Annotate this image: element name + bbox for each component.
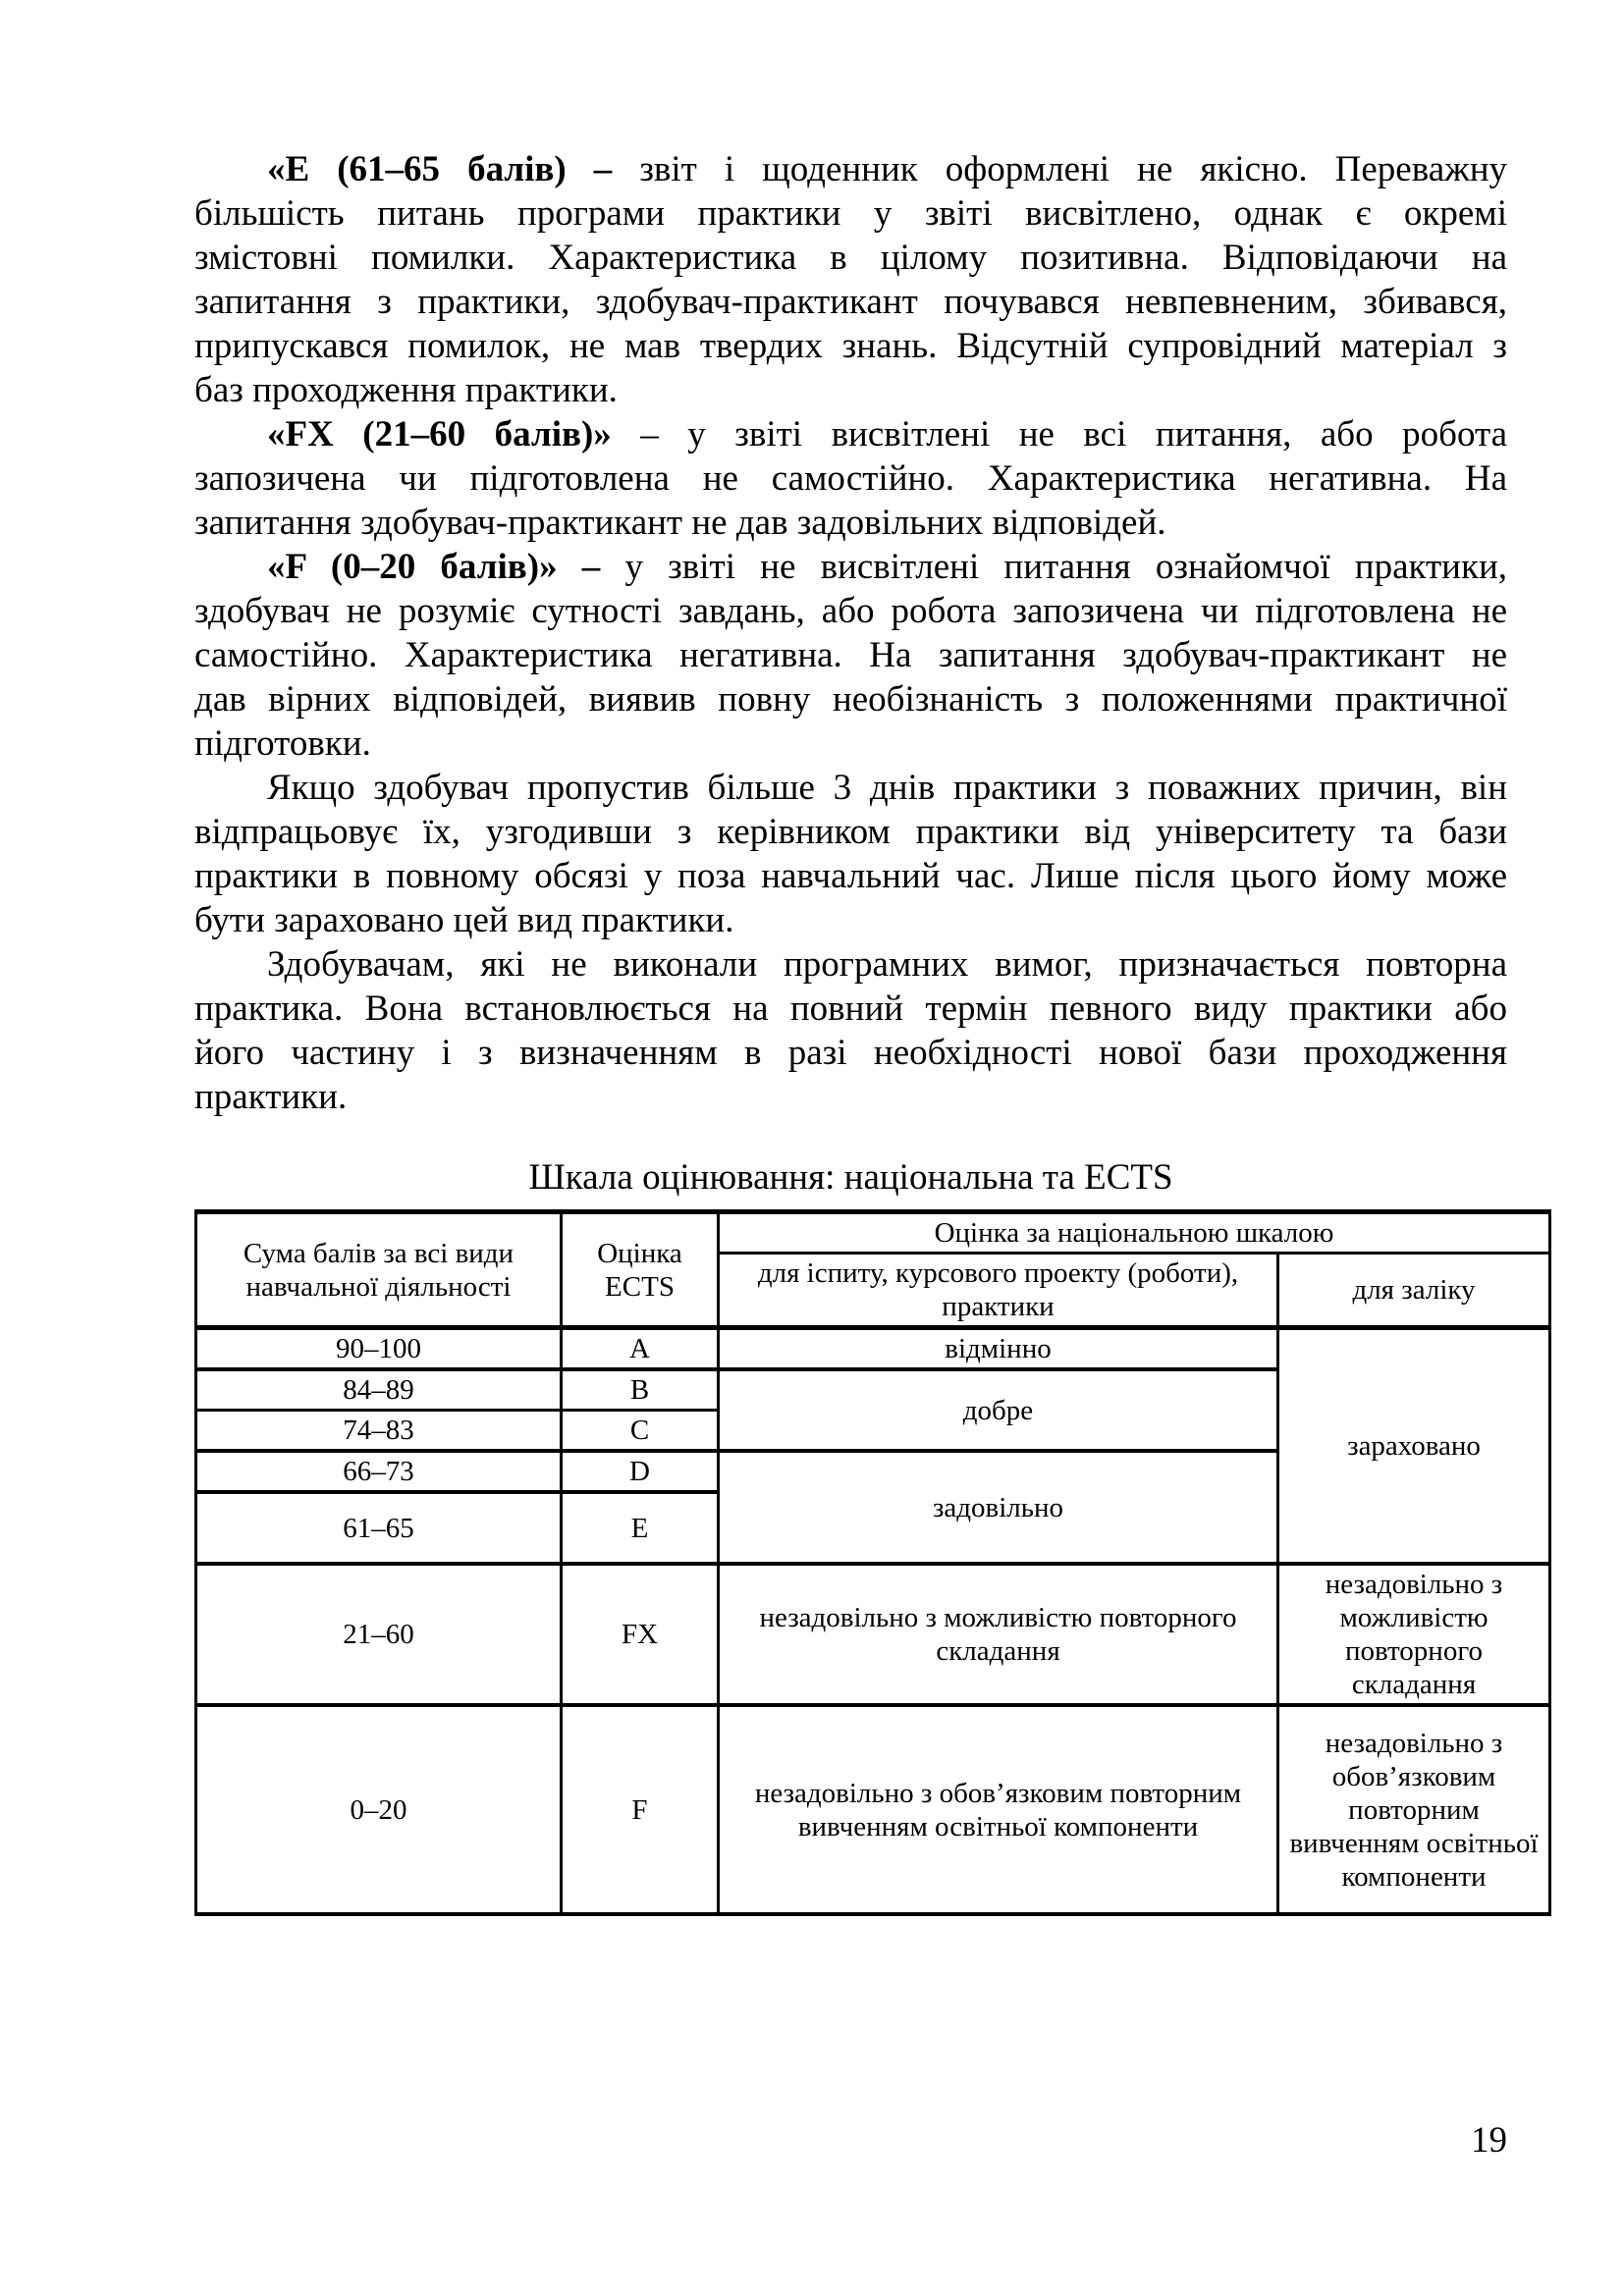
text-line bbox=[194, 545, 1507, 589]
text-line: відпрацьовує їх, узгодивши з керівником практики від університету та бази bbox=[194, 812, 1507, 852]
paragraph bbox=[194, 147, 1507, 412]
text-line: баз проходження практики. bbox=[194, 370, 618, 410]
exam-grade-cell: незадовільно з обов’язковим повторним вивченням освітньої компоненти bbox=[719, 1705, 1278, 1914]
text-line: практика. Вона встановлюється на повний термін певного виду практики або bbox=[194, 988, 1507, 1029]
page-number: 19 bbox=[1471, 2120, 1507, 2161]
ects-cell: E bbox=[562, 1492, 719, 1564]
grading-scale-table bbox=[194, 1209, 1551, 1916]
ects-cell: FX bbox=[562, 1564, 719, 1705]
text-run: – у звіті висвітлені не всі питання, або робота bbox=[611, 414, 1508, 454]
text-line: запитання здобувач-практикант не дав задовільних відповідей. bbox=[194, 503, 1166, 543]
text-line bbox=[194, 147, 1507, 191]
header-national-scale: Оцінка за національною шкалою bbox=[719, 1212, 1550, 1254]
table-row bbox=[196, 1328, 1550, 1370]
text-run: Здобувачам, які не виконали програмних вимог, призначається повторна bbox=[267, 944, 1507, 985]
table-row bbox=[196, 1705, 1550, 1914]
score-cell: 66–73 bbox=[196, 1451, 562, 1492]
score-cell: 90–100 bbox=[196, 1328, 562, 1370]
exam-grade-cell: задовільно bbox=[719, 1451, 1278, 1564]
text-run: у звіті не висвітлені питання ознайомчої практики, bbox=[600, 547, 1507, 587]
text-line: самостійно. Характеристика негативна. На запитання здобувач-практикант не bbox=[194, 635, 1507, 675]
header-ects-grade: Оцінка ECTS bbox=[562, 1212, 719, 1328]
paragraph bbox=[194, 766, 1507, 942]
score-cell: 21–60 bbox=[196, 1564, 562, 1705]
ects-cell: D bbox=[562, 1451, 719, 1492]
text-line: припускався помилок, не мав твердих знань. Відсутній супровідний матеріал з bbox=[194, 326, 1507, 366]
text-line bbox=[194, 942, 1507, 987]
credit-grade-cell: незадовільно з можливістю повторного складання bbox=[1278, 1564, 1550, 1705]
credit-grade-cell: зараховано bbox=[1278, 1328, 1550, 1565]
text-line: практики. bbox=[194, 1077, 348, 1117]
ects-cell: F bbox=[562, 1705, 719, 1914]
table-header-row bbox=[196, 1212, 1550, 1254]
grade-fx-lead: «FX (21–60 балів)» bbox=[267, 414, 612, 454]
paragraph bbox=[194, 942, 1507, 1119]
exam-grade-cell: добре bbox=[719, 1369, 1278, 1451]
table-row bbox=[196, 1564, 1550, 1705]
body-text bbox=[194, 147, 1507, 1119]
credit-grade-cell: незадовільно з обов’язковим повторним вивченням освітньої компоненти bbox=[1278, 1705, 1550, 1914]
text-run: Якщо здобувач пропустив більше 3 днів практики з поважних причин, він bbox=[267, 768, 1507, 808]
text-line: запозичена чи підготовлена не самостійно. Характеристика негативна. На bbox=[194, 458, 1507, 499]
header-sum-of-points: Сума балів за всі види навчальної діяльності bbox=[196, 1212, 562, 1328]
header-exam-course-practice: для іспиту, курсового проекту (роботи), практики bbox=[719, 1254, 1278, 1328]
text-line: практики в повному обсязі у поза навчальний час. Лише після цього йому може bbox=[194, 856, 1507, 896]
text-line: змістовні помилки. Характеристика в цілому позитивна. Відповідаючи на bbox=[194, 238, 1507, 278]
score-cell: 61–65 bbox=[196, 1492, 562, 1564]
text-line: здобувач не розуміє сутності завдань, або робота запозичена чи підготовлена не bbox=[194, 591, 1507, 631]
paragraph bbox=[194, 545, 1507, 766]
text-line bbox=[194, 766, 1507, 810]
text-line: підготовки. bbox=[194, 723, 371, 764]
exam-grade-cell: відмінно bbox=[719, 1328, 1278, 1370]
score-cell: 0–20 bbox=[196, 1705, 562, 1914]
text-line: дав вірних відповідей, виявив повну необізнаність з положеннями практичної bbox=[194, 679, 1507, 720]
score-cell: 84–89 bbox=[196, 1369, 562, 1411]
text-line: його частину і з визначенням в разі необхідності нової бази проходження bbox=[194, 1033, 1507, 1073]
ects-cell: B bbox=[562, 1369, 719, 1411]
text-line: більшість питань програми практики у звіті висвітлено, однак є окремі bbox=[194, 193, 1507, 234]
paragraph bbox=[194, 412, 1507, 545]
score-cell: 74–83 bbox=[196, 1411, 562, 1452]
exam-grade-cell: незадовільно з можливістю повторного складання bbox=[719, 1564, 1278, 1705]
ects-cell: C bbox=[562, 1411, 719, 1452]
grade-e-lead: «Е (61–65 балів) – bbox=[267, 149, 613, 189]
text-line: бути зараховано цей вид практики. bbox=[194, 900, 734, 940]
text-line: запитання з практики, здобувач-практикант почувався невпевненим, збивався, bbox=[194, 282, 1507, 322]
header-credit: для заліку bbox=[1278, 1254, 1550, 1328]
grade-f-lead: «F (0–20 балів)» – bbox=[267, 547, 601, 587]
text-line bbox=[194, 412, 1507, 456]
table-title: Шкала оцінювання: національна та ECTS bbox=[528, 1157, 1173, 1198]
ects-cell: A bbox=[562, 1328, 719, 1370]
text-run: звіт і щоденник оформлені не якісно. Переважну bbox=[612, 149, 1507, 189]
